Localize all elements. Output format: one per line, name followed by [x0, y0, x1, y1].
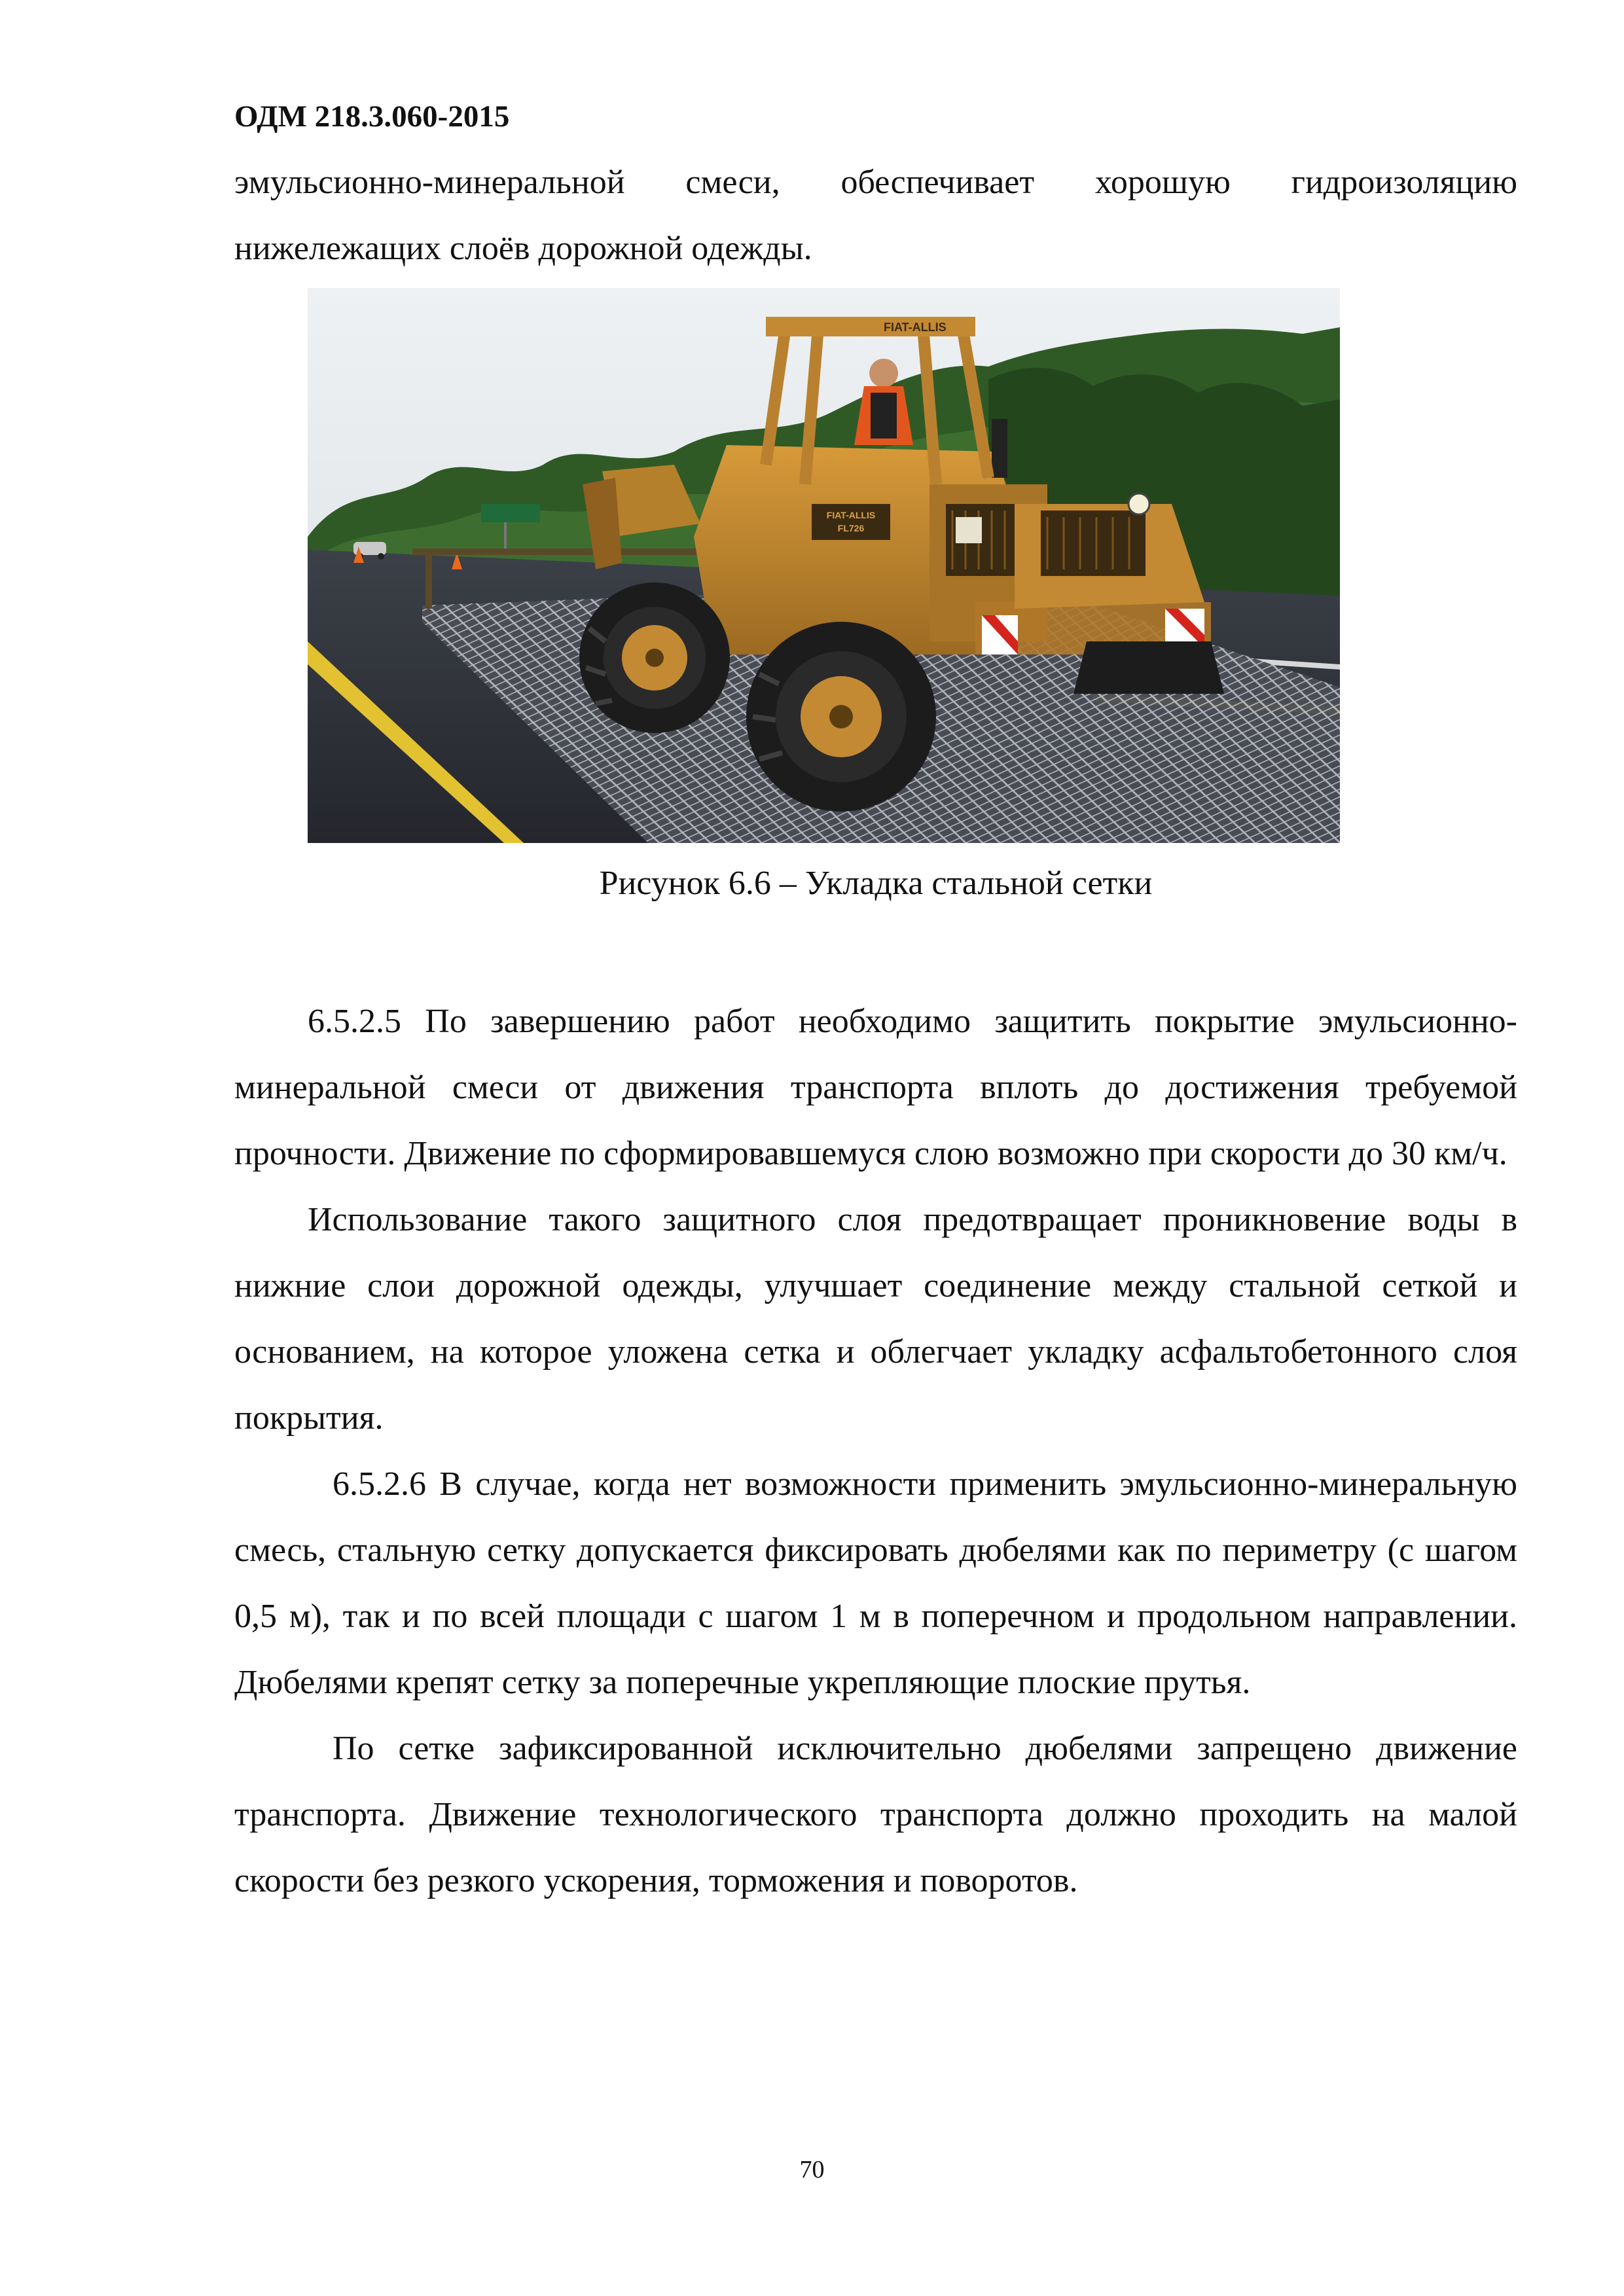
road-loader-mesh-photo	[308, 288, 1340, 843]
intro-text: эмульсионно-минеральной смеси, обеспечивает хорошую гидроизоляцию нижележащих слоёв дорожной одежды.	[234, 164, 1517, 267]
document-code-header: ОДМ 218.3.060-2015	[234, 99, 510, 134]
figure-caption: Рисунок 6.6 – Укладка стальной сетки	[599, 865, 1153, 902]
paragraph-traffic-restriction: По сетке зафиксированной исключительно дюбелями запрещено движение транспорта. Движение технологического транспорта должно проходить на малой скорости без резкого ускорения, торможения и поворотов.	[234, 1730, 1517, 1899]
figure-photo	[308, 288, 1340, 843]
cab-brand-label: FIAT-ALLIS	[884, 321, 947, 334]
body-text	[234, 988, 1517, 1914]
intro-paragraph	[234, 149, 1517, 281]
paragraph-6-5-2-5: 6.5.2.5 По завершению работ необходимо защитить покрытие эмульсионно-минеральной смеси от движения транспорта вплоть до достижения требуемой прочности. Движение по сформировавшемуся слою возможно при скорости до 30 км/ч.	[234, 1003, 1517, 1172]
page-number: 70	[799, 2156, 825, 2183]
paragraph-6-5-2-6: 6.5.2.6 В случае, когда нет возможности применить эмульсионно-минеральную смесь, стальную сетку допускается фиксировать дюбелями как по периметру (с шагом 0,5 м), так и по всей площади с шагом 1 м в поперечном и продольном направлении. Дюбелями крепят сетку за поперечные укрепляющие плоские прутья.	[234, 1465, 1517, 1701]
paragraph-protective-layer: Использование такого защитного слоя предотвращает проникновение воды в нижние слои дорожной одежды, улучшает соединение между стальной сеткой и основанием, на которое уложена сетка и облегчает укладку асфальтобетонного слоя покрытия.	[234, 1201, 1517, 1437]
side-brand-label: FIAT-ALLIS	[826, 510, 876, 520]
side-model-label: FL726	[837, 523, 865, 533]
